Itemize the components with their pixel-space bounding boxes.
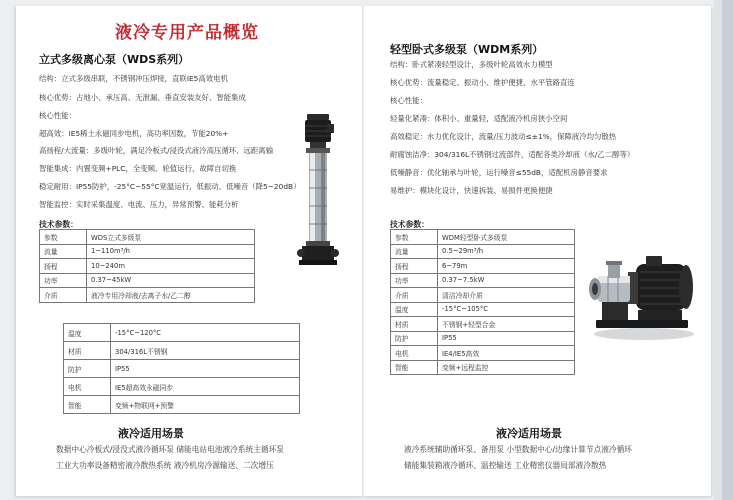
spec-key: 温度: [64, 324, 111, 342]
right-scenario-line-1: 液冷系统辅助循环泵、备用泵 小型数据中心/边缘计算节点液冷循环: [404, 445, 632, 454]
right-scenario-title: 液冷适用场景: [496, 427, 562, 440]
wds-perf-2: 高扬程/大流量：多级叶轮，满足冷板式/浸没式液冷高压循环、远距离输: [39, 146, 274, 155]
table-row: [40, 259, 255, 274]
spec-value: 0.5~29m³/h: [438, 244, 575, 259]
wds-spec-table: [39, 229, 255, 303]
spec-value: 10~240m: [87, 259, 255, 274]
horizontal-pump-image: [586, 252, 698, 344]
table-row: [64, 324, 300, 342]
wdm-perf-1: 轻量化紧凑：体积小、重量轻，适配液冷机房狭小空间: [390, 114, 568, 123]
wds-core-advantage: 核心优势：占地小、承压高、无泄漏、垂直安装友好、智能集成: [39, 93, 246, 102]
spec-value: IP55: [111, 360, 300, 378]
wdm-perf-5: 易维护：模块化设计，快速拆装、易损件更换便捷: [390, 186, 553, 195]
spec-value: 变频+远程监控: [438, 360, 575, 375]
spec-value: -15°C~120°C: [111, 324, 300, 342]
wds-perf-5: 智能监控：实时采集温度、电流、压力，异常预警、能耗分析: [39, 200, 239, 209]
main-title: 液冷专用产品概览: [115, 23, 259, 43]
spec-value: WDS立式多级泵: [87, 230, 255, 245]
right-scenario-line-2: 储能集装箱液冷循环、温控输送 工业精密仪器局部液冷散热: [404, 461, 607, 470]
table-row: [40, 244, 255, 259]
wds-perf-heading: 核心性能：: [39, 111, 76, 120]
spec-key: 功率: [391, 273, 438, 288]
spec-key: 电机: [64, 378, 111, 396]
table-row: [391, 244, 575, 259]
wdm-perf-heading: 核心性能：: [390, 96, 427, 105]
spec-value: 0.37~7.5kW: [438, 273, 575, 288]
wds-perf-1: 超高效：IE5稀土永磁同步电机，高功率因数，节能20%+: [39, 129, 229, 138]
spec-value: WDM轻型卧式多级泵: [438, 230, 575, 245]
left-scenario-line-1: 数据中心冷板式/浸没式液冷循环泵 储能电站电池液冷系统主循环泵: [56, 445, 284, 454]
spec-value: IE5超高效永磁同步: [111, 378, 300, 396]
next-page-edge-shadow: [722, 0, 733, 500]
spec-key: 扬程: [40, 259, 87, 274]
wdm-spec-table: [390, 229, 575, 375]
table-row: [391, 346, 575, 361]
spec-key: 温度: [391, 302, 438, 317]
table-row: [391, 230, 575, 245]
table-row: [391, 259, 575, 274]
table-row: [391, 317, 575, 332]
table-row: [391, 302, 575, 317]
wds-section-title: 立式多级离心泵（WDS系列）: [39, 53, 190, 66]
spec-key: 电机: [391, 346, 438, 361]
spec-value: IE4/IE5高效: [438, 346, 575, 361]
table-row: [40, 230, 255, 245]
wdm-core-advantage: 核心优势：流量稳定、振动小、维护便捷、水平管路直连: [390, 78, 575, 87]
spec-key: 参数: [391, 230, 438, 245]
spec-key: 防护: [64, 360, 111, 378]
table-row: [391, 331, 575, 346]
wdm-section-title: 轻型卧式多级泵（WDM系列）: [390, 43, 544, 56]
spec-value: IP55: [438, 331, 575, 346]
spec-value: 6~79m: [438, 259, 575, 274]
spec-key: 材质: [391, 317, 438, 332]
spec-key: 材质: [64, 342, 111, 360]
spec-value: -15°C~105°C: [438, 302, 575, 317]
table-row: [64, 396, 300, 414]
table-row: [40, 288, 255, 303]
table-row: [64, 342, 300, 360]
spec-key: 智能: [391, 360, 438, 375]
wds-perf-3: 智能集成：内置变频+PLC，全变频、轮值运行、故障自切换: [39, 164, 237, 173]
table-row: [391, 288, 575, 303]
spec-value: 0.37~45kW: [87, 273, 255, 288]
wdm-perf-2: 高效稳定：水力优化设计，流量/压力波动≤±1%，保障液冷均匀散热: [390, 132, 617, 141]
wdm-spec-heading: 技术参数：: [390, 220, 429, 229]
spec-value: 1~110m³/h: [87, 244, 255, 259]
spec-value: 液冷专用冷却液/去离子水/乙二醇: [87, 288, 255, 303]
spec-key: 扬程: [391, 259, 438, 274]
left-scenario-line-2: 工业大功率设备精密液冷散热系统 液冷机房冷源输送、二次增压: [56, 461, 274, 470]
spec-key: 介质: [391, 288, 438, 303]
wdm-structure: 结构：卧式紧凑轻型设计，多级叶轮高效水力模型: [390, 60, 553, 69]
spec-value: 304/316L不锈钢: [111, 342, 300, 360]
spec-key: 防护: [391, 331, 438, 346]
table-row: [64, 360, 300, 378]
spec-key: 流量: [391, 244, 438, 259]
spec-value: 清洁冷却介质: [438, 288, 575, 303]
spec-key: 功率: [40, 273, 87, 288]
wds-spec-heading: 技术参数：: [39, 220, 78, 229]
wds-structure: 结构：立式多级串联，不锈钢冲压焊接，直联IE5高效电机: [39, 74, 228, 83]
table-row: [391, 360, 575, 375]
spec-value: 变频+物联网+预警: [111, 396, 300, 414]
table-row: [40, 273, 255, 288]
spec-value: 不锈钢+轻型合金: [438, 317, 575, 332]
wds-spec-table-extended: [63, 323, 300, 414]
spec-key: 介质: [40, 288, 87, 303]
spec-key: 流量: [40, 244, 87, 259]
table-row: [64, 378, 300, 396]
wds-perf-4: 稳定耐用：IP55防护，-25°C~55°C宽温运行，低振动、低噪音（降5~20dB）: [39, 182, 301, 191]
table-row: [391, 273, 575, 288]
left-scenario-title: 液冷适用场景: [118, 427, 184, 440]
spec-key: 参数: [40, 230, 87, 245]
wdm-perf-3: 耐腐蚀洁净：304/316L不锈钢过流部件，适配各类冷却液（水/乙二醇等）: [390, 150, 635, 159]
vertical-pump-image: [296, 112, 340, 270]
spec-key: 智能: [64, 396, 111, 414]
page-spine: [362, 6, 364, 496]
wdm-perf-4: 低噪静音：优化轴承与叶轮，运行噪音≤55dB，适配机房静音要求: [390, 168, 608, 177]
